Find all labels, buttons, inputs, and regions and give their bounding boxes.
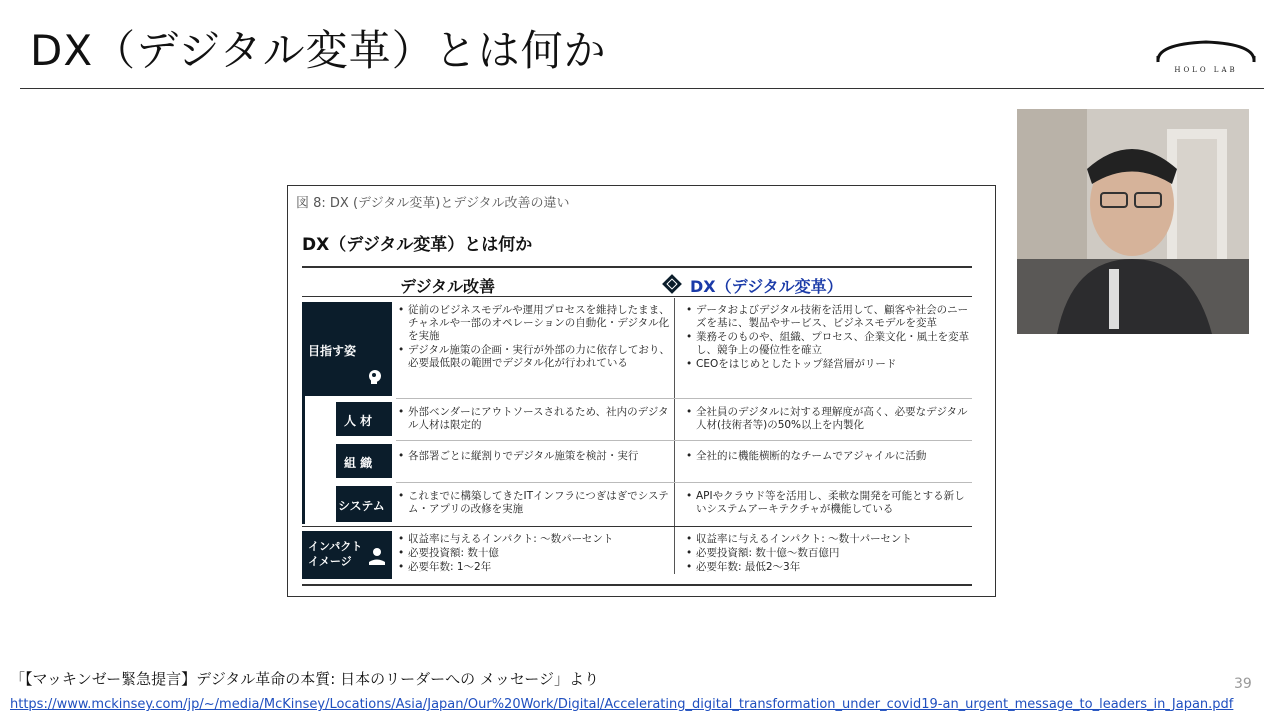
slide-title: DX（デジタル変革）とは何か [30, 26, 607, 75]
figure-heading: DX（デジタル変革）とは何か [302, 235, 533, 255]
list-item: • 全社員のデジタルに対する理解度が高く、必要なデジタル人材(技術者等)の50%以上を内製化 [684, 406, 974, 432]
list-item: • APIやクラウド等を活用し、柔軟な開発を可能とする新しいシステムアーキテクチャが機能している [684, 490, 974, 516]
list-item: • 収益率に与えるインパクト: ～数十パーセント [684, 533, 974, 546]
cell-system-improvement [396, 490, 670, 517]
list-item: • データおよびデジタル技術を活用して、顧客や社会のニーズを基に、製品やサービス、ビジネスモデルを変革 [684, 304, 974, 330]
diamond-icon [661, 273, 683, 295]
row-label-goal: 目指す姿 [302, 302, 392, 396]
list-item: • デジタル施策の企画・実行が外部の力に依存しており、必要最低限の範囲でデジタル化が行われている [396, 344, 670, 370]
logo-text: HOLO LAB [1174, 66, 1238, 74]
cell-goal-dx [684, 304, 974, 372]
bottom-rule [302, 584, 972, 586]
row-label-talent: 人 材 [336, 402, 392, 436]
row-separator [396, 398, 972, 399]
cell-goal-improvement [396, 304, 670, 371]
figure-caption: 図 8: DX (デジタル変革)とデジタル改善の違い [296, 196, 570, 211]
row-separator [396, 482, 972, 483]
cell-impact-dx [684, 533, 974, 575]
list-item: • 従前のビジネスモデルや運用プロセスを維持したまま、チャネルや一部のオペレーションの自動化・デジタル化を実施 [396, 304, 670, 343]
list-item: • 必要年数: 1～2年 [396, 561, 670, 574]
row-label-system: システム [336, 486, 392, 522]
column-header-dx: DX（デジタル変革） [690, 277, 843, 296]
coin-hand-icon [366, 545, 388, 567]
cell-talent-improvement [396, 406, 670, 433]
cell-system-dx [684, 490, 974, 517]
title-divider [20, 88, 1264, 89]
list-item: • 必要年数: 最低2～3年 [684, 561, 974, 574]
column-divider [674, 298, 675, 574]
list-item: • 必要投資額: 数十億～数百億円 [684, 547, 974, 560]
impact-rule [302, 526, 972, 527]
list-item: • 必要投資額: 数十億 [396, 547, 670, 560]
column-header-digital-improvement: デジタル改善 [400, 277, 496, 296]
cell-talent-dx [684, 406, 974, 433]
list-item: • 業務そのものや、組織、プロセス、企業文化・風土を変革し、競争上の優位性を確立 [684, 331, 974, 357]
list-item: • 収益率に与えるインパクト: ～数パーセント [396, 533, 670, 546]
list-item: • 外部ベンダーにアウトソースされるため、社内のデジタル人材は限定的 [396, 406, 670, 432]
cell-impact-improvement [396, 533, 670, 575]
webcam-feed [1017, 109, 1249, 334]
page-number: 39 [1234, 676, 1252, 692]
cell-organization-dx [684, 450, 974, 464]
row-label-organization: 組 織 [336, 444, 392, 478]
holo-lab-logo [1152, 36, 1260, 80]
source-link[interactable]: https://www.mckinsey.com/jp/~/media/McKinsey/Locations/Asia/Japan/Our%20Work/Digital/Accelerating_digital_transformation_under_covid19-an_urgent_message_to_leaders_in_Japan.pdf [10, 697, 1234, 712]
logo-arc-icon [1152, 36, 1260, 66]
list-item: • CEOをはじめとしたトップ経営層がリード [684, 358, 974, 371]
dx-comparison-figure [287, 185, 996, 597]
list-item: • 全社的に機能横断的なチームでアジャイルに活動 [684, 450, 974, 463]
sub-row-bracket [302, 396, 336, 524]
cell-organization-improvement [396, 450, 670, 464]
list-item: • これまでに構築してきたITインフラにつぎはぎでシステム・アプリの改修を実施 [396, 490, 670, 516]
row-separator [396, 440, 972, 441]
row-label-impact: インパクト イメージ [302, 531, 392, 579]
head-gear-icon [366, 368, 384, 386]
column-header-rule [302, 296, 972, 297]
heading-rule [302, 266, 972, 268]
source-citation: 「【マッキンゼー緊急提言】デジタル革命の本質: 日本のリーダーへの メッセージ」より [10, 670, 599, 688]
list-item: • 各部署ごとに縦割りでデジタル施策を検討・実行 [396, 450, 670, 463]
